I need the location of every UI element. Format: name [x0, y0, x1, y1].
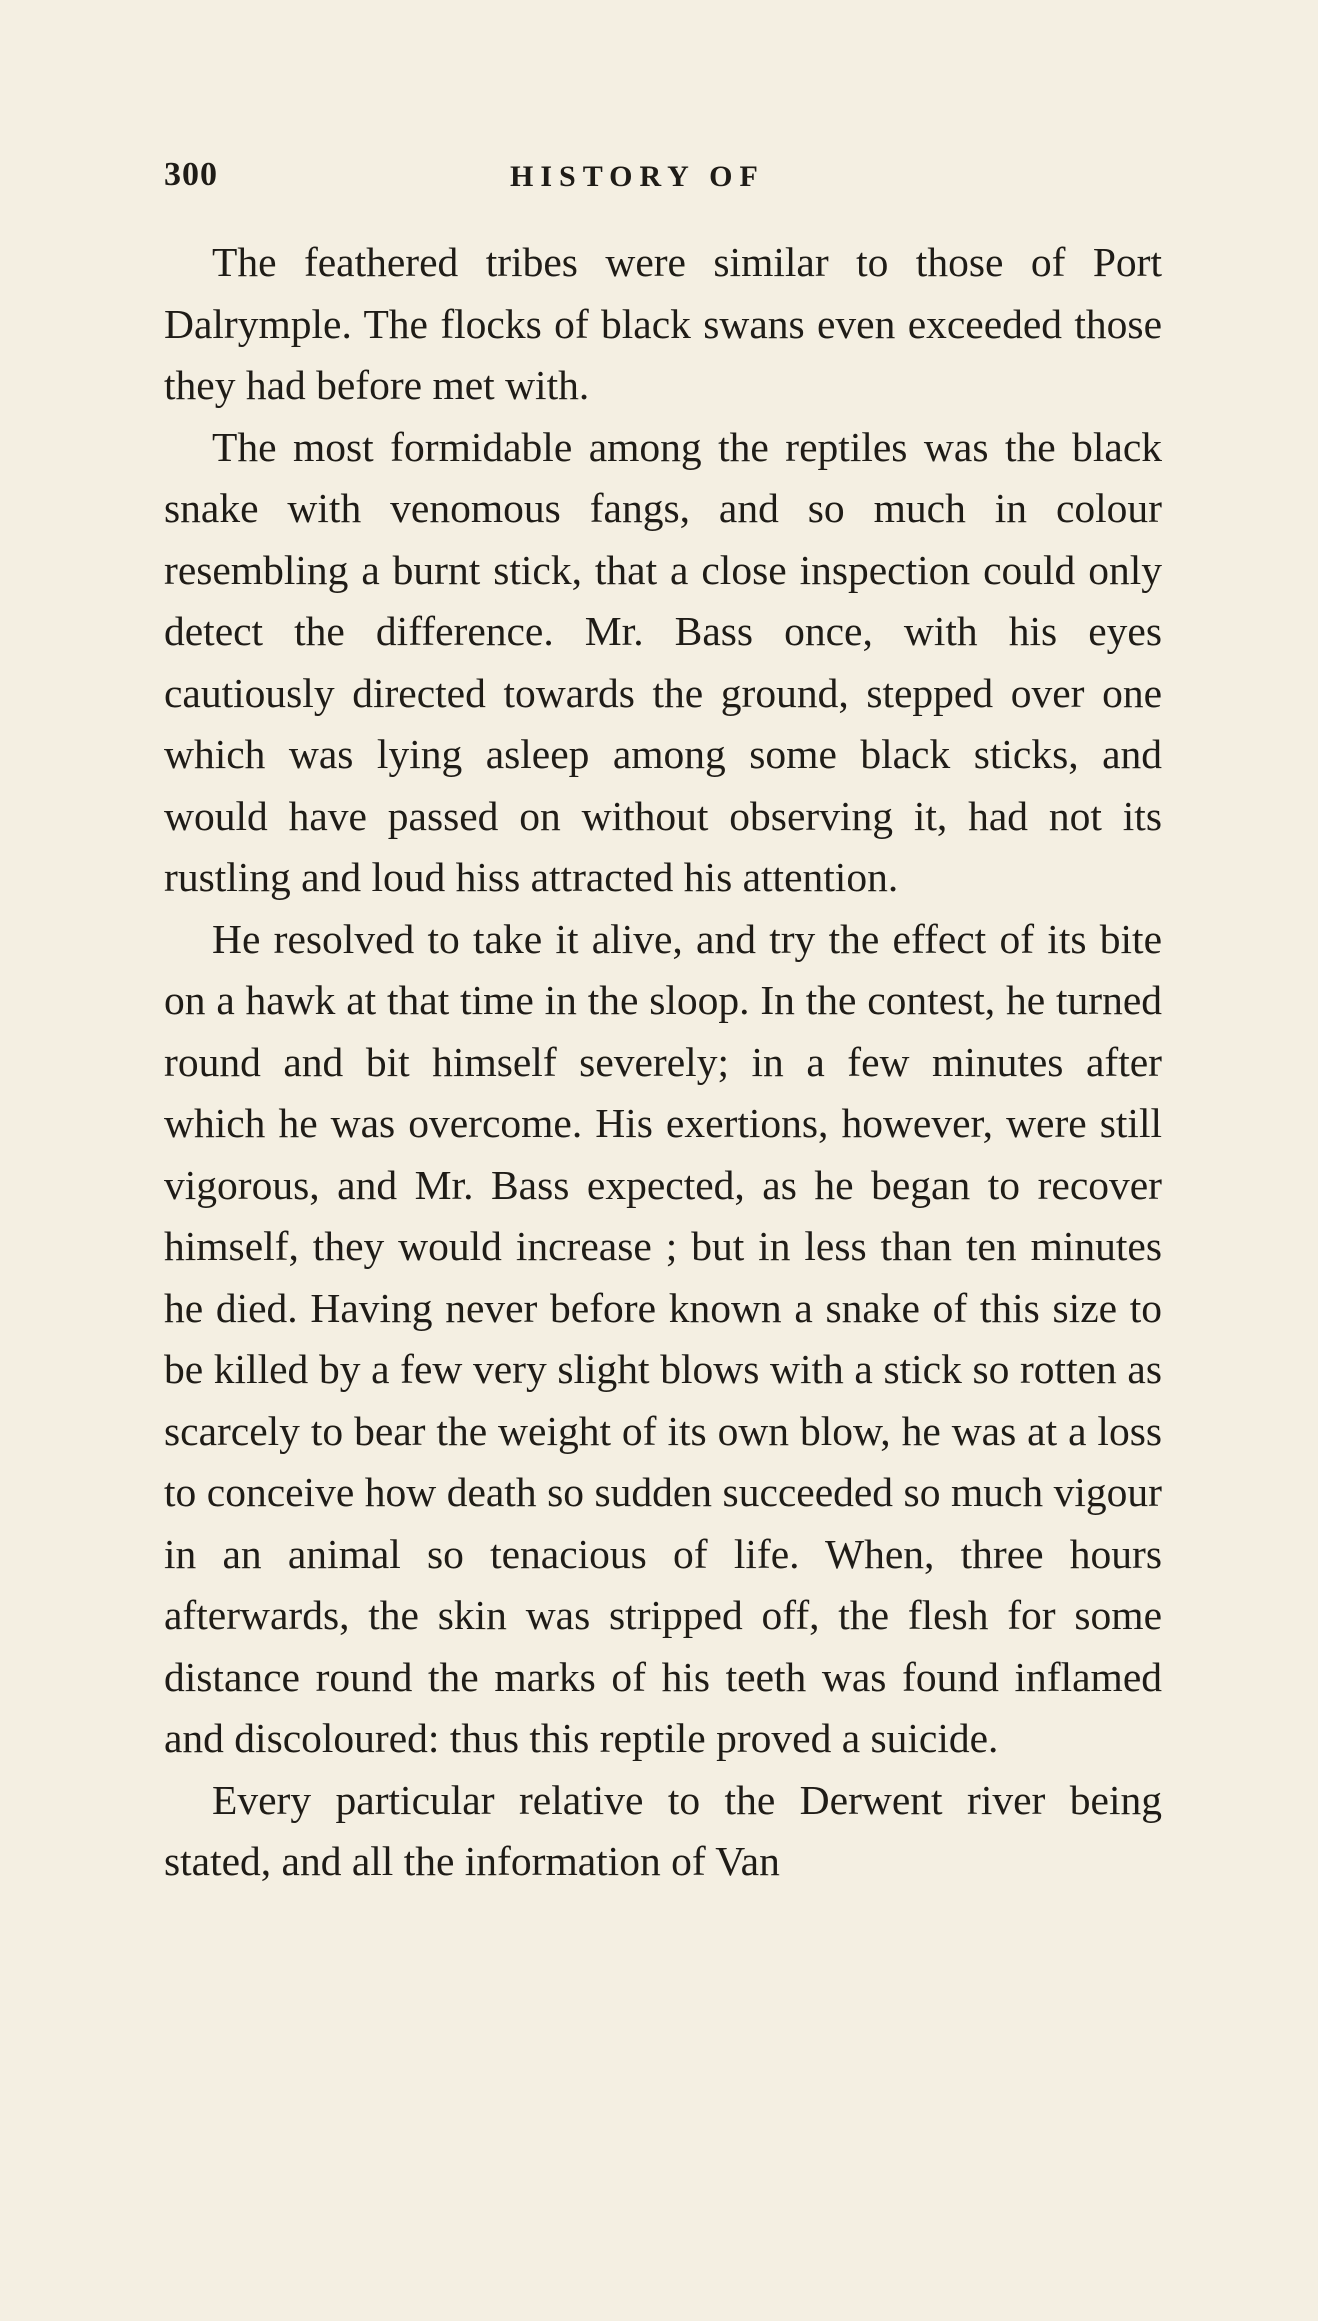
running-title: HISTORY OF	[510, 160, 765, 193]
paragraph-feathered-tribes: The feathered tribes were similar to those of Port Dalrymple. The flocks of black swans even exceeded those they had before met with.	[164, 239, 1162, 408]
paragraph-derwent-river: Every particular relative to the Derwent river being stated, and all the information of Van	[164, 1776, 1162, 1884]
paragraph-black-snake: The most formidable among the reptiles was the black snake with venomous fangs, and so much in colour resembling a burnt stick, that a close inspection could only detect the difference. Mr. Bass once, with his eyes cautiously directed towards the ground, stepped over one which was lying asleep among some black sticks, and would have passed on without observing it, had not its rustling and loud hiss attracted his attention.	[164, 423, 1162, 900]
page-number: 300	[164, 156, 218, 193]
page-header	[164, 156, 1154, 200]
paragraph-snake-bite: He resolved to take it alive, and try the effect of its bite on a hawk at that time in the sloop. In the contest, he turned round and bit himself severely; in a few minutes after which he was overcome. His exertions, however, were still vigorous, and Mr. Bass expected, as he began to recover himself, they would increase ; but in less than ten minutes he died. Having never before known a snake of this size to be killed by a few very slight blows with a stick so rotten as scarcely to bear the weight of its own blow, he was at a loss to conceive how death so sudden succeeded so much vigour in an animal so tenacious of life. When, three hours afterwards, the skin was stripped off, the flesh for some distance round the marks of his teeth was found inflamed and discoloured: thus this reptile proved a suicide.	[164, 915, 1162, 1761]
page-body	[164, 232, 1162, 1893]
